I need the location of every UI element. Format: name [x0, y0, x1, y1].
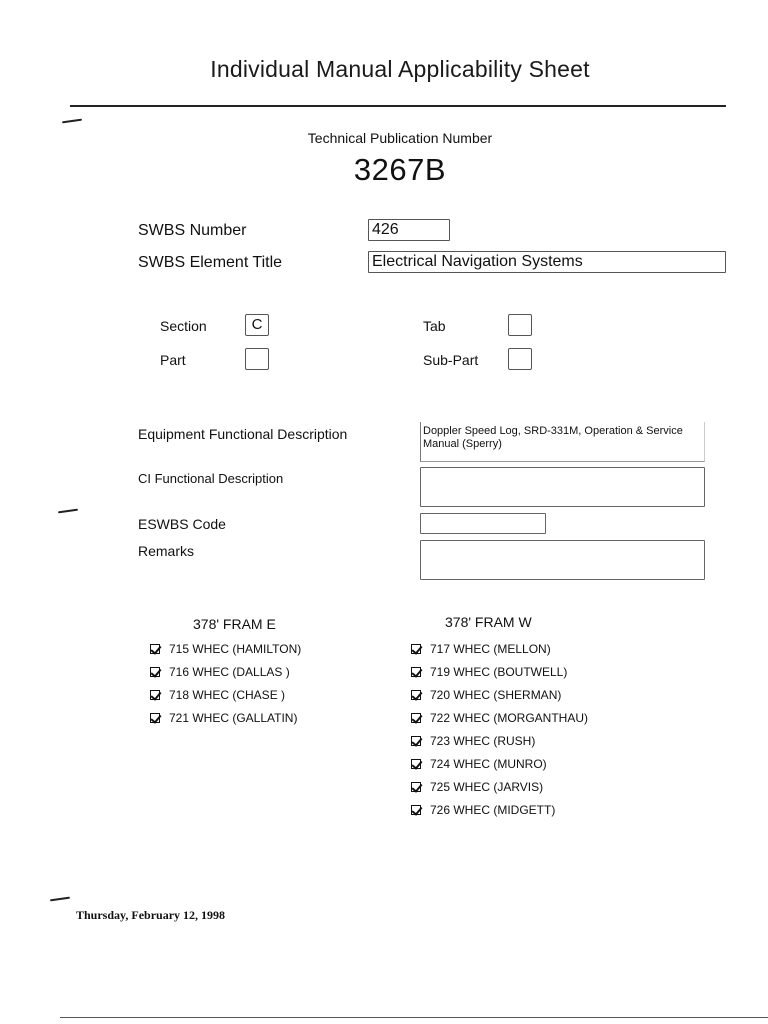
list-item[interactable]: 718 WHEC (CHASE ): [150, 683, 301, 706]
scan-mark: [62, 119, 82, 124]
swbs-number-label: SWBS Number: [138, 222, 247, 239]
checkmark-icon[interactable]: [150, 667, 160, 677]
section-label: Section: [160, 318, 207, 334]
page-title: Individual Manual Applicability Sheet: [210, 56, 590, 82]
swbs-number-field[interactable]: 426: [368, 219, 450, 241]
remarks-label: Remarks: [138, 543, 195, 559]
checkmark-icon[interactable]: [411, 782, 421, 792]
tab-field[interactable]: [508, 314, 532, 336]
part-label: Part: [160, 352, 186, 368]
checkmark-icon[interactable]: [411, 667, 421, 677]
eswbs-code-label: ESWBS Code: [138, 516, 226, 532]
list-item[interactable]: 715 WHEC (HAMILTON): [150, 637, 301, 660]
list-item[interactable]: 716 WHEC (DALLAS ): [150, 660, 301, 683]
equipment-description-field[interactable]: Doppler Speed Log, SRD-331M, Operation & Service Manual (Sperry): [420, 422, 705, 462]
list-item[interactable]: 724 WHEC (MUNRO): [411, 752, 588, 775]
part-field[interactable]: [245, 348, 269, 370]
ci-description-label: CI Functional Description: [138, 471, 284, 486]
section-field[interactable]: C: [245, 314, 269, 336]
list-item[interactable]: 722 WHEC (MORGANTHAU): [411, 706, 588, 729]
fram-w-list: [411, 637, 588, 821]
checkmark-icon[interactable]: [411, 759, 421, 769]
tpn-value: 3267B: [353, 152, 447, 187]
checkmark-icon[interactable]: [411, 690, 421, 700]
scan-mark: [58, 509, 78, 514]
list-item[interactable]: 723 WHEC (RUSH): [411, 729, 588, 752]
tab-label: Tab: [423, 318, 446, 334]
fram-e-list: [150, 637, 301, 729]
fram-w-title: 378' FRAM W: [445, 614, 532, 630]
list-item[interactable]: 720 WHEC (SHERMAN): [411, 683, 588, 706]
header-divider: [70, 105, 726, 107]
fram-e-title: 378' FRAM E: [193, 616, 276, 632]
footer-date: Thursday, February 12, 1998: [76, 908, 226, 922]
checkmark-icon[interactable]: [150, 713, 160, 723]
checkmark-icon[interactable]: [411, 644, 421, 654]
list-item[interactable]: 717 WHEC (MELLON): [411, 637, 588, 660]
subpart-label: Sub-Part: [423, 352, 479, 368]
subpart-field[interactable]: [508, 348, 532, 370]
tpn-label: Technical Publication Number: [307, 130, 493, 146]
list-item[interactable]: 726 WHEC (MIDGETT): [411, 798, 588, 821]
footer-divider: [60, 1017, 768, 1018]
ci-description-field[interactable]: [420, 467, 705, 507]
equipment-description-label: Equipment Functional Description: [138, 426, 348, 442]
checkmark-icon[interactable]: [150, 690, 160, 700]
checkmark-icon[interactable]: [150, 644, 160, 654]
list-item[interactable]: 719 WHEC (BOUTWELL): [411, 660, 588, 683]
swbs-element-title-label: SWBS Element Title: [138, 254, 283, 271]
list-item[interactable]: 721 WHEC (GALLATIN): [150, 706, 301, 729]
swbs-element-title-field[interactable]: Electrical Navigation Systems: [368, 251, 726, 273]
checkmark-icon[interactable]: [411, 713, 421, 723]
list-item[interactable]: 725 WHEC (JARVIS): [411, 775, 588, 798]
checkmark-icon[interactable]: [411, 736, 421, 746]
remarks-field[interactable]: [420, 540, 705, 580]
checkmark-icon[interactable]: [411, 805, 421, 815]
scan-mark: [50, 897, 70, 902]
eswbs-code-field[interactable]: [420, 513, 546, 534]
